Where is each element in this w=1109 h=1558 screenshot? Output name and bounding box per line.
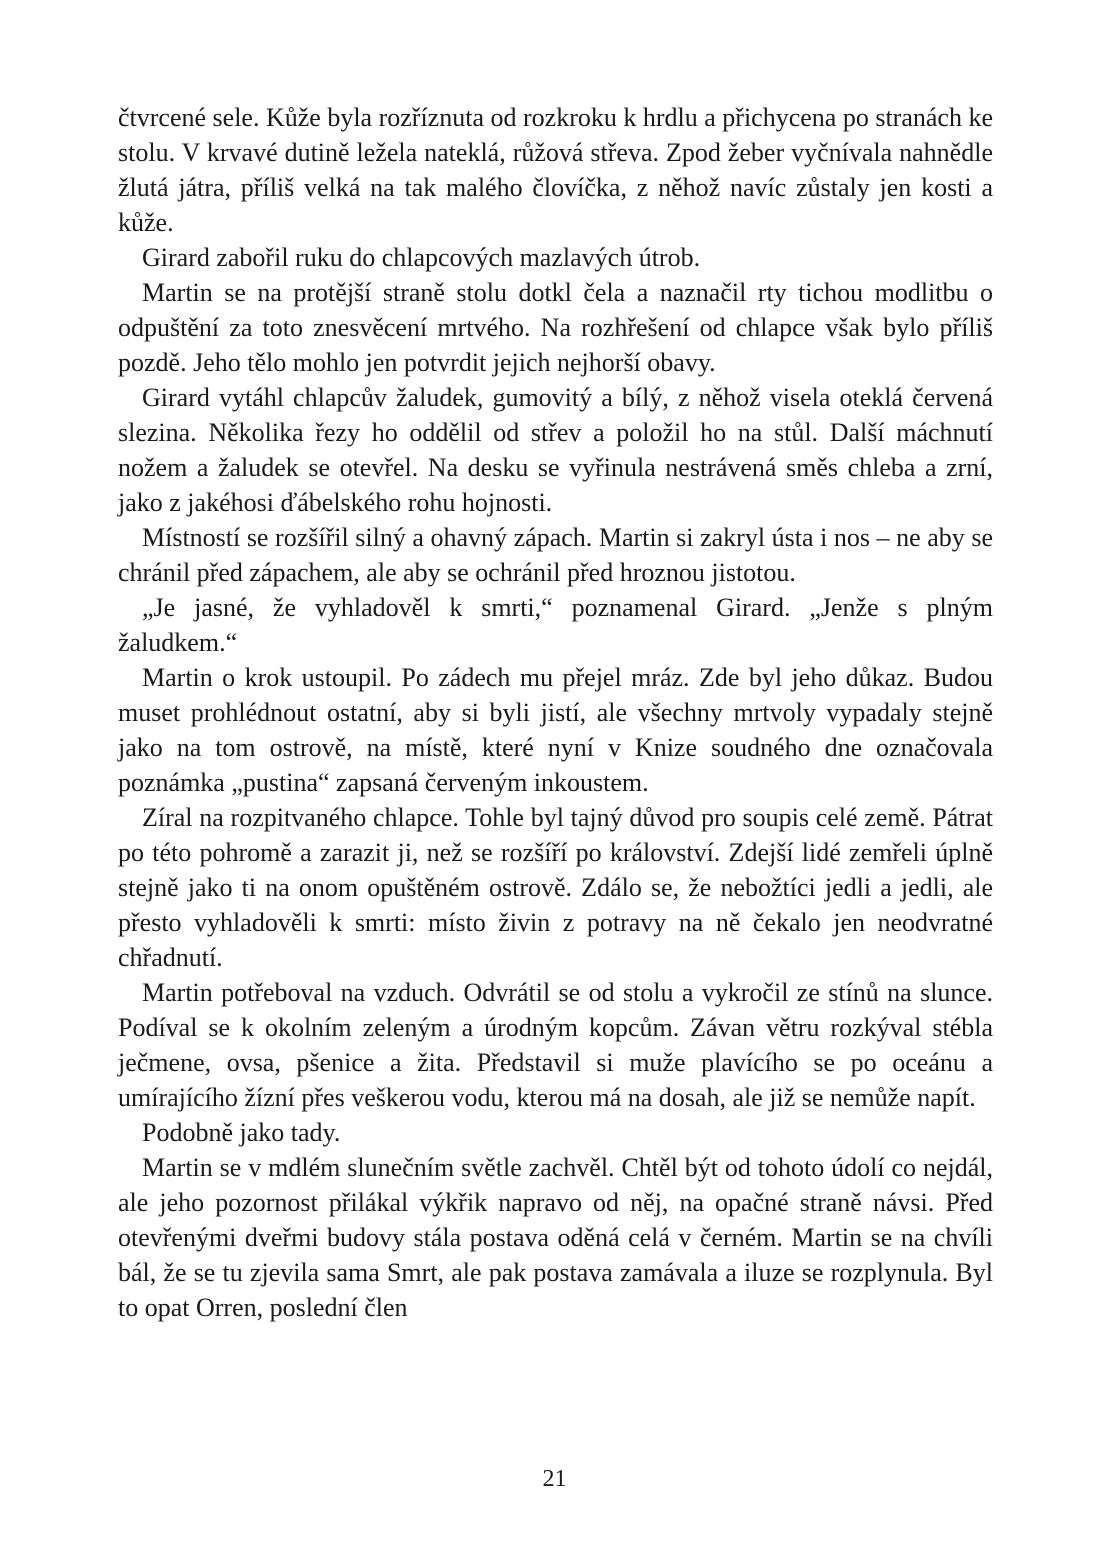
paragraph: Martin potřeboval na vzduch. Odvrátil se od stolu a vykročil ze stínů na slunce. Podíval se k okolním zeleným a úrodným kopcům. Závan větru rozkýval stébla ječmene, ovsa, pšenice a žita. Představil si muže plavícího se po oceánu a umírajícího žízní přes veškerou vodu, kterou má na dosah, ale již se nemůže napít. bbox=[118, 978, 993, 1112]
paragraph: Martin o krok ustoupil. Po zádech mu přejel mráz. Zde byl jeho důkaz. Budou muset prohlédnout ostatní, aby si byli jistí, ale všechny mrtvoly vypadaly stejně jako na tom ostrově, na místě, které nyní v Knize soudného dne označovala poznámka „pustina“ zapsaná červeným inkoustem. bbox=[118, 663, 993, 797]
paragraph: Girard zabořil ruku do chlapcových mazlavých útrob. bbox=[142, 243, 701, 272]
paragraph: Místností se rozšířil silný a ohavný zápach. Martin si zakryl ústa i nos – ne aby se chránil před zápachem, ale aby se ochránil před hroznou jistotou. bbox=[118, 523, 993, 587]
paragraph: Martin se v mdlém slunečním světle zachvěl. Chtěl být od tohoto údolí co nejdál, ale jeho pozornost přilákal výkřik napravo od něj, na opačné straně návsi. Před otevřenými dveřmi budovy stála postava oděná celá v černém. Martin se na chvíli bál, že se tu zjevila sama Smrt, ale pak postava zamávala a iluze se rozplynula. Byl to opat Orren, poslední člen bbox=[118, 1153, 993, 1322]
paragraph: Zíral na rozpitvaného chlapce. Tohle byl tajný důvod pro soupis celé země. Pátrat po této pohromě a zarazit ji, než se rozšíří po království. Zdejší lidé zemřeli úplně stejně jako ti na onom opuštěném ostrově. Zdálo se, že nebožtíci jedli a jedli, ale přesto vyhladověli k smrti: místo živin z potravy na ně čekalo jen neodvratné chřadnutí. bbox=[118, 803, 993, 972]
paragraph: Podobně jako tady. bbox=[142, 1118, 341, 1147]
paragraph: Martin se na protější straně stolu dotkl čela a naznačil rty tichou modlitbu o odpuštění za toto znesvěcení mrtvého. Na rozhřešení od chlapce však bylo příliš pozdě. Jeho tělo mohlo jen potvrdit jejich nejhorší obavy. bbox=[118, 278, 993, 377]
page-number: 21 bbox=[542, 1466, 567, 1492]
paragraph: čtvrcené sele. Kůže byla rozříznuta od rozkroku k hrdlu a přichycena po stranách ke stolu. V krvavé dutině ležela nateklá, růžová střeva. Zpod žeber vyčnívala nahnědle žlutá játra, příliš velká na tak malého človíčka, z něhož navíc zůstaly jen kosti a kůže. bbox=[118, 103, 993, 237]
body-text bbox=[118, 100, 993, 1325]
paragraph: „Je jasné, že vyhladověl k smrti,“ poznamenal Girard. „Jenže s plným žaludkem.“ bbox=[118, 593, 993, 657]
paragraph: Girard vytáhl chlapcův žaludek, gumovitý a bílý, z něhož visela oteklá červená slezina. Několika řezy ho oddělil od střev a položil ho na stůl. Další máchnutí nožem a žaludek se otevřel. Na desku se vyřinula nestrávená směs chleba a zrní, jako z jakéhosi ďábelského rohu hojnosti. bbox=[118, 383, 993, 517]
